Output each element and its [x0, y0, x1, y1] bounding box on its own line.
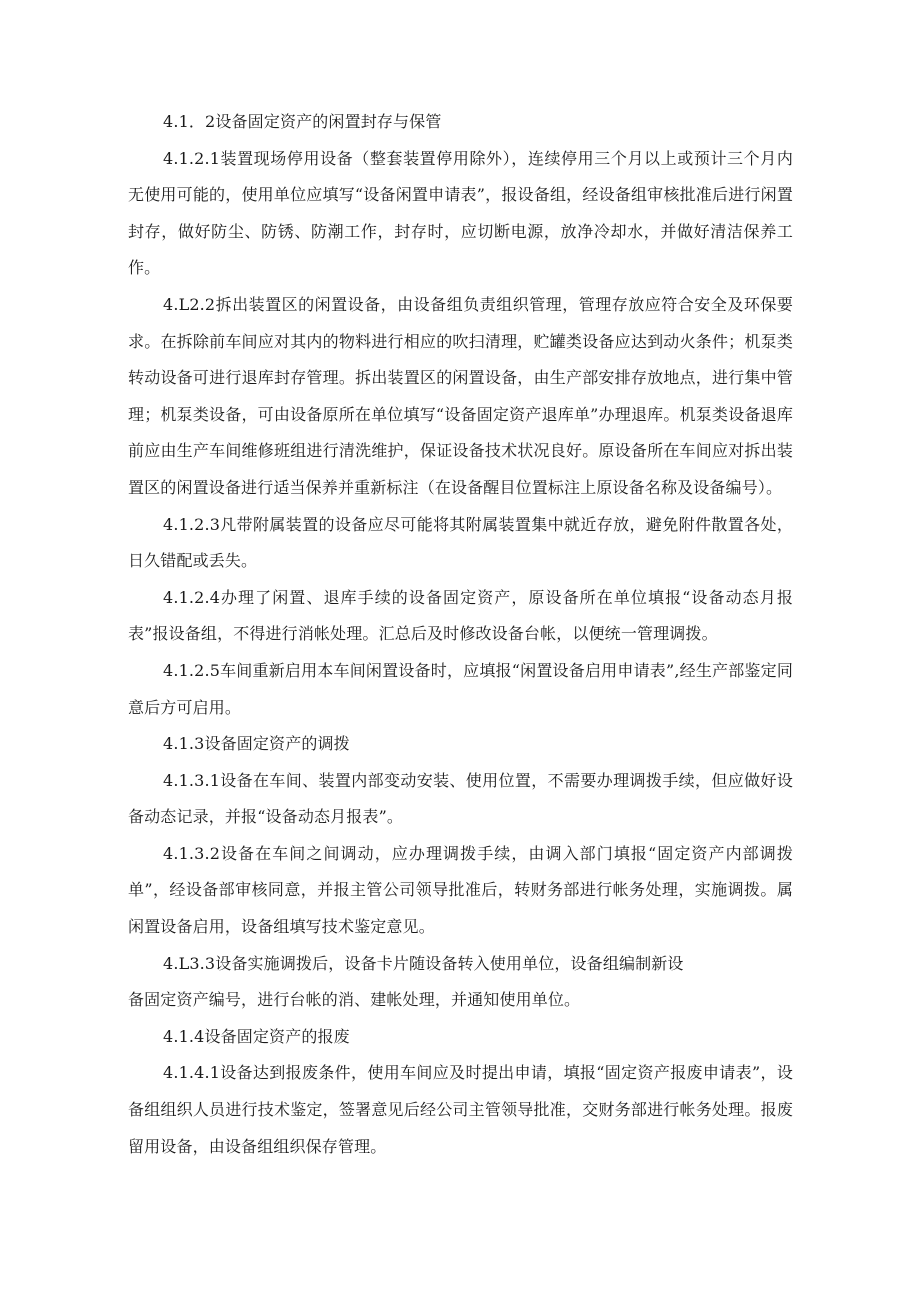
paragraph-4-1-3-3-continued: 备固定资产编号，进行台帐的消、建帐处理，并通知使用单位。	[128, 990, 581, 1010]
section-heading-4-1-2: 4.1．2设备固定资产的闲置封存与保管	[163, 112, 442, 131]
paragraph-4-1-2-4: 4.1.2.4办理了闲置、退库手续的设备固定资产，原设备所在单位填报“设备动态月报表”报设备组，不得进行消帐处理。汇总后及时修改设备台帐，以便统一管理调拨。	[128, 587, 793, 644]
paragraph-4-1-2-1: 4.1.2.1装置现场停用设备（整套装置停用除外），连续停用三个月以上或预计三个月内无使用可能的，使用单位应填写“设备闲置申请表”，报设备组，经设备组审核批准后进行闲置封存，做好防尘、防锈、防潮工作，封存时，应切断电源，放净冷却水，并做好清洁保养工作。	[128, 148, 793, 278]
document-body	[128, 104, 793, 1165]
paragraph-4-1-3-3: 4.L3.3设备实施调拨后，设备卡片随设备转入使用单位，设备组编制新设	[163, 953, 684, 973]
section-heading-4-1-3: 4.1.3设备固定资产的调拨	[163, 734, 350, 754]
paragraph-4-1-2-3: 4.1.2.3凡带附属装置的设备应尽可能将其附属装置集中就近存放，避免附件散置各处，日久错配或丢失。	[128, 514, 793, 571]
paragraph-4-1-2-2: 4.L2.2拆出装置区的闲置设备，由设备组负责组织管理，管理存放应符合安全及环保要求。在拆除前车间应对其内的物料进行相应的吹扫清理，贮罐类设备应达到动火条件；机泵类转动设备可进行退库封存管理。拆出装置区的闲置设备，由生产部安排存放地点，进行集中管理；机泵类设备，可由设备原所在单位填写“设备固定资产退库单”办理退库。机泵类设备退库前应由生产车间维修班组进行清洗维护，保证设备技术状况良好。原设备所在车间应对拆出装置区的闲置设备进行适当保养并重新标注（在设备醒目位置标注上原设备名称及设备编号）。	[128, 294, 793, 497]
section-heading-4-1-4: 4.1.4设备固定资产的报废	[163, 1026, 350, 1046]
paragraph-4-1-2-5: 4.1.2.5车间重新启用本车间闲置设备时，应填报“闲置设备启用申请表”,经生产部鉴定同意后方可启用。	[128, 660, 793, 717]
paragraph-4-1-4-1: 4.1.4.1设备达到报废条件，使用车间应及时提出申请，填报“固定资产报废申请表”，设备组组织人员进行技术鉴定，签署意见后经公司主管领导批准，交财务部进行帐务处理。报废留用设备，由设备组组织保存管理。	[128, 1063, 793, 1156]
paragraph-4-1-3-1: 4.1.3.1设备在车间、装置内部变动安装、使用位置，不需要办理调拨手续，但应做好设备动态记录，并报“设备动态月报表”。	[128, 770, 793, 827]
paragraph-4-1-3-2: 4.1.3.2设备在车间之间调动，应办理调拨手续，由调入部门填报“固定资产内部调拨单”，经设备部审核同意，并报主管公司领导批准后，转财务部进行帐务处理，实施调拨。属闲置设备启用，设备组填写技术鉴定意见。	[128, 843, 793, 937]
